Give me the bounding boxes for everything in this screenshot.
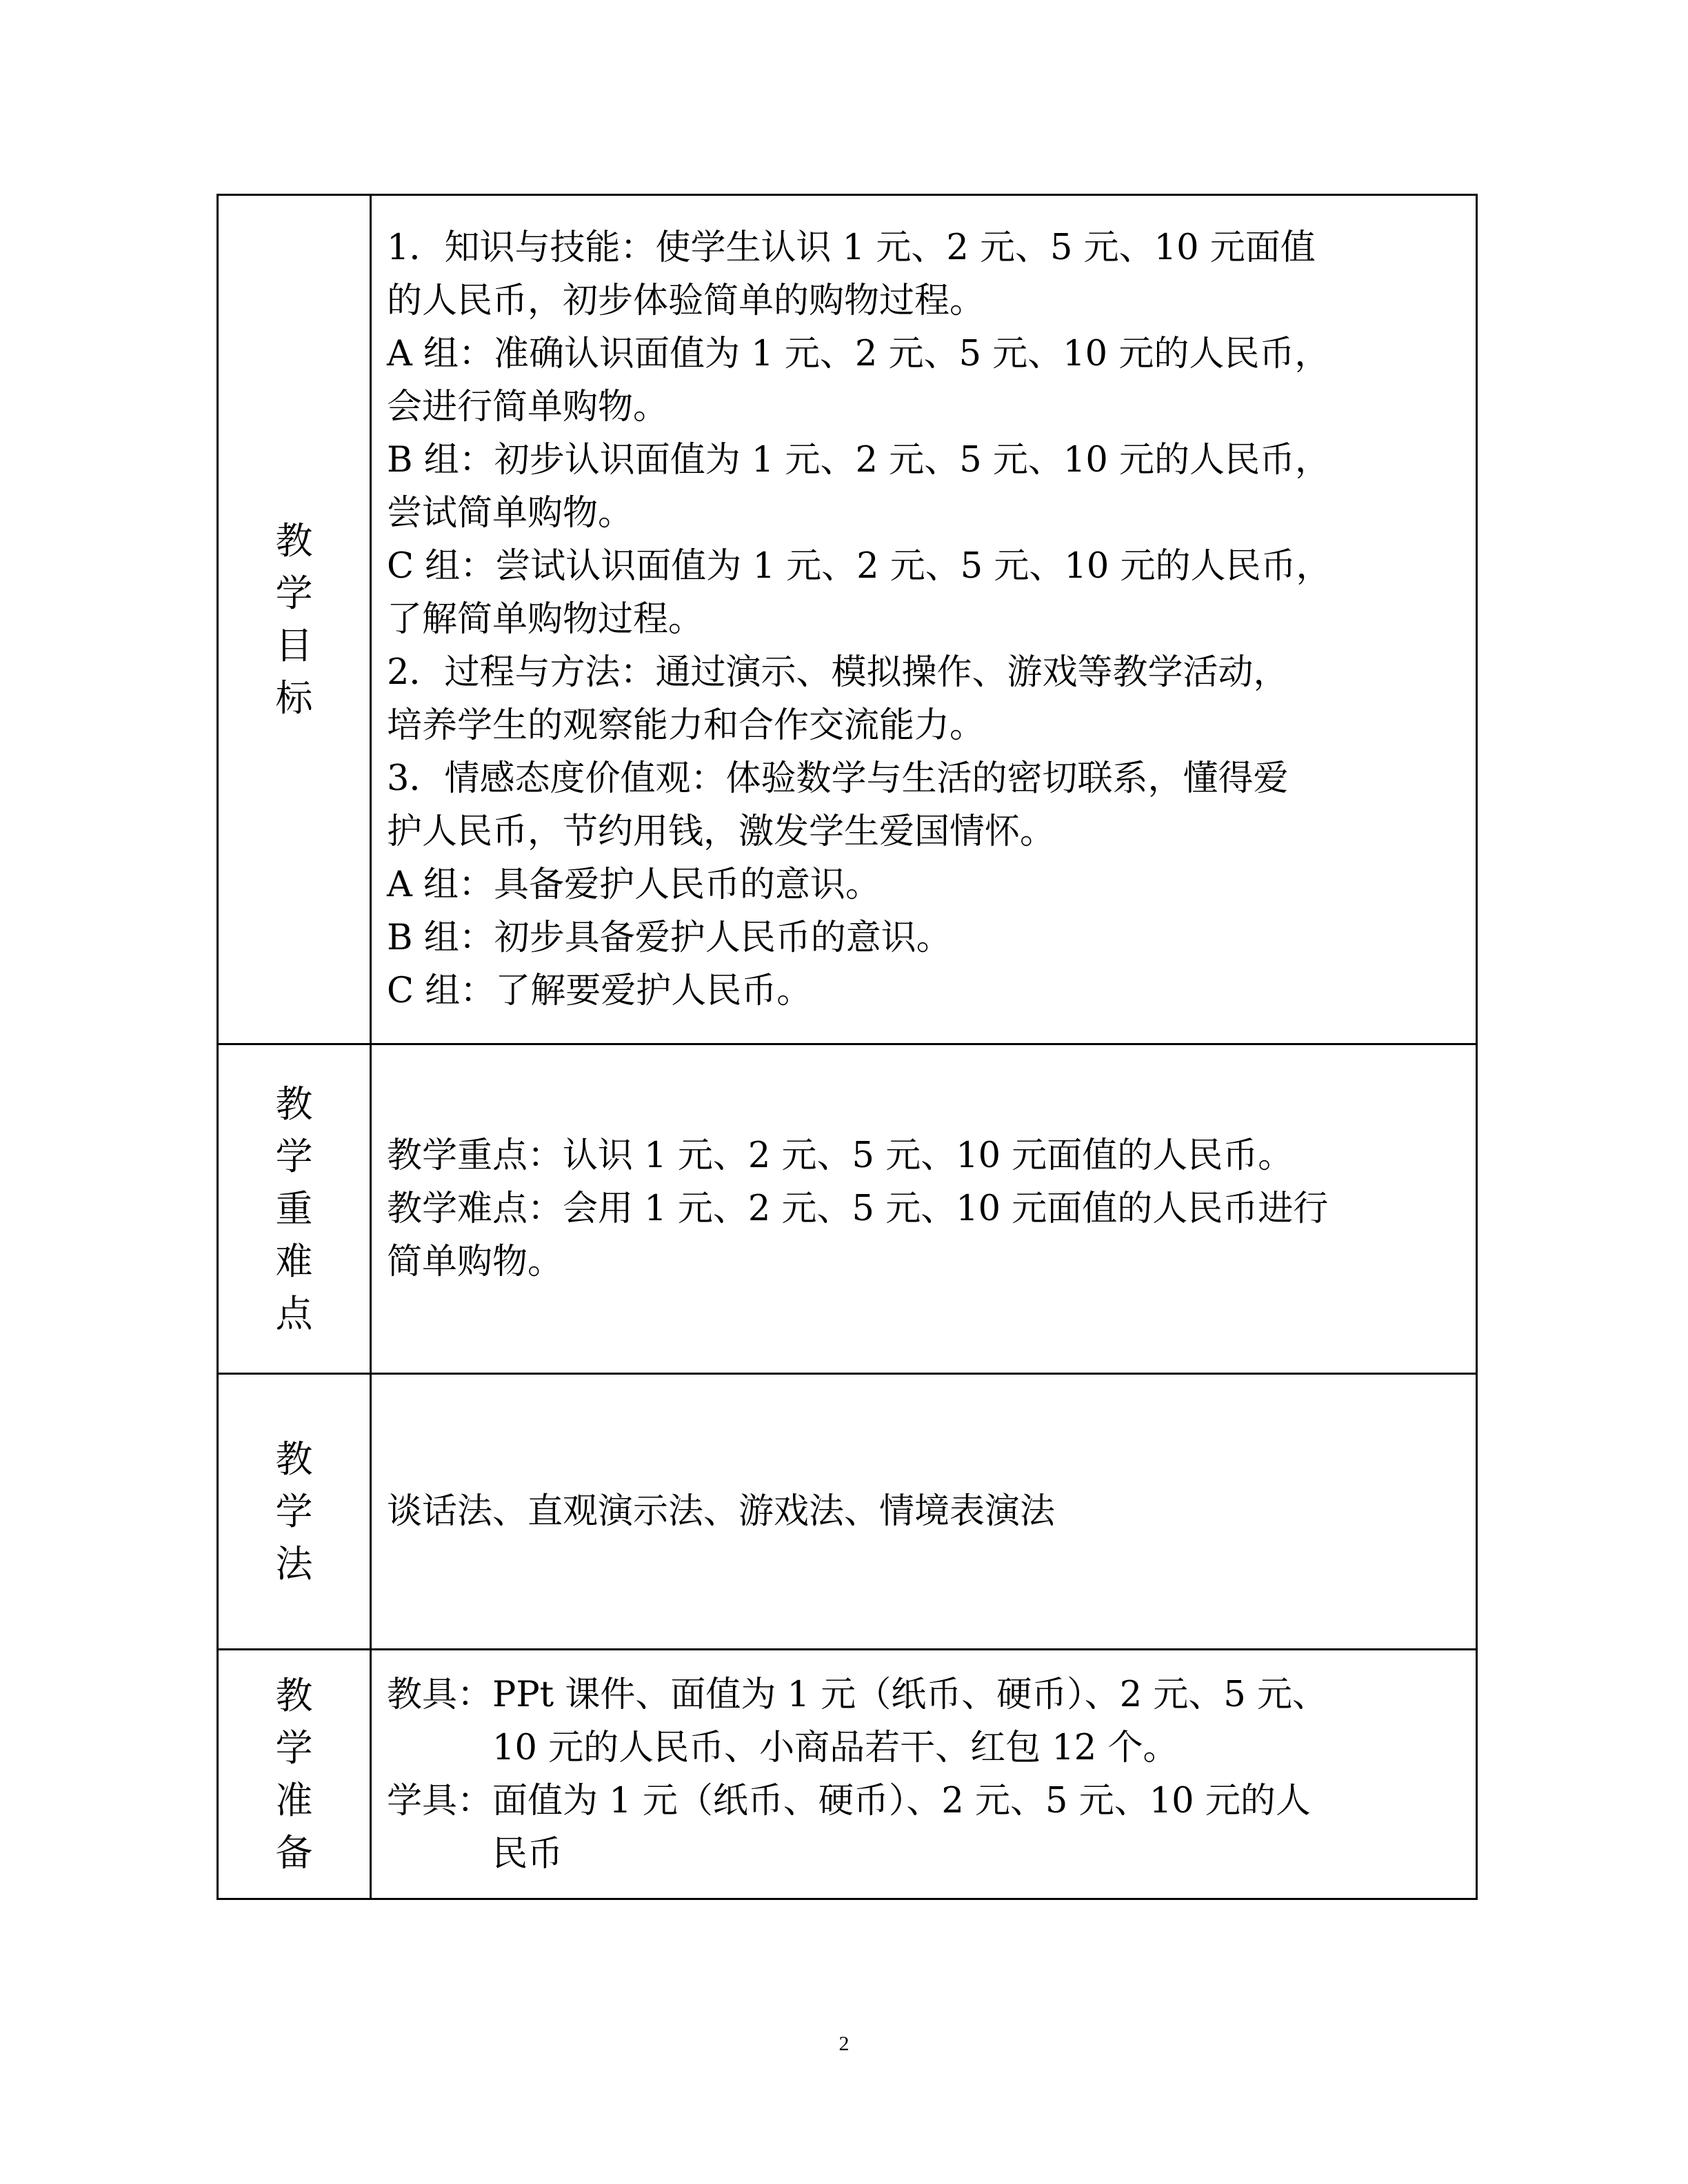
text-line: A 组：准确认识面值为 1 元、2 元、5 元、10 元的人民币，: [387, 334, 1330, 374]
text-line: 10 元的人民币、小商品若干、红包 12 个。: [492, 1727, 1178, 1768]
text-line: 会进行简单购物。: [387, 387, 669, 427]
label-char: 教: [275, 1673, 313, 1717]
text-line: 教学重点：认识 1 元、2 元、5 元、10 元面值的人民币。: [387, 1135, 1294, 1176]
text-line: 培养学生的观察能力和合作交流能力。: [387, 705, 985, 746]
label-char: 教: [275, 518, 313, 563]
row-label-teaching-methods: [218, 1374, 371, 1650]
row-content-teaching-goals: [371, 195, 1477, 1044]
text-line: B 组：初步认识面值为 1 元、2 元、5 元、10 元的人民币，: [387, 440, 1330, 481]
text-line: 2．过程与方法：通过演示、模拟操作、游戏等教学活动，: [387, 652, 1289, 693]
text-line: A 组：具备爱护人民币的意识。: [387, 865, 881, 905]
text-line: C 组：尝试认识面值为 1 元、2 元、5 元、10 元的人民币，: [387, 546, 1332, 587]
text-line: C 组：了解要爱护人民币。: [387, 971, 812, 1011]
text-line: 1．知识与技能：使学生认识 1 元、2 元、5 元、10 元面值: [387, 228, 1316, 268]
teaching-aids-item: [387, 1668, 1476, 1775]
text-line: 民币: [492, 1833, 563, 1874]
text-line: PPt 课件、面值为 1 元（纸币、硬币）、2 元、5 元、: [492, 1674, 1328, 1715]
lesson-plan-table: [217, 194, 1478, 1900]
label-char: 教: [275, 1437, 313, 1481]
label-char: 教: [275, 1082, 313, 1126]
label-char: 备: [275, 1830, 313, 1874]
table-row-teaching-goals: [218, 195, 1477, 1044]
table-row-teaching-methods: [218, 1374, 1477, 1650]
label-char: 学: [275, 1489, 313, 1533]
label-char: 学: [275, 571, 313, 615]
label-char: 法: [275, 1541, 313, 1586]
text-line: 谈话法、直观演示法、游戏法、情境表演法: [387, 1491, 1056, 1532]
label-char: 难: [275, 1239, 313, 1283]
row-content-teaching-methods: [371, 1374, 1477, 1650]
text-line: 护人民币，节约用钱，激发学生爱国情怀。: [387, 811, 1056, 852]
text-line: 3．情感态度价值观：体验数学与生活的密切联系，懂得爱: [387, 758, 1289, 799]
text-line: 面值为 1 元（纸币、硬币）、2 元、5 元、10 元的人: [492, 1780, 1311, 1821]
table-row-key-points: [218, 1044, 1477, 1374]
learning-aids-item: [387, 1775, 1476, 1881]
text-line: B 组：初步具备爱护人民币的意识。: [387, 918, 952, 958]
text-line: 尝试简单购物。: [387, 493, 634, 534]
label-char: 学: [275, 1134, 313, 1178]
row-content-key-points: [371, 1044, 1477, 1374]
table-row-teaching-preparation: [218, 1650, 1477, 1899]
learning-aids-label: 学具：: [387, 1780, 493, 1821]
label-char: 准: [275, 1778, 313, 1822]
page-number: 2: [838, 2032, 850, 2055]
text-line: 了解简单购物过程。: [387, 599, 704, 640]
row-label-key-points: [218, 1044, 371, 1374]
text-line: 教学难点：会用 1 元、2 元、5 元、10 元面值的人民币进行: [387, 1189, 1329, 1229]
label-char: 重: [275, 1186, 313, 1231]
text-line: 简单购物。: [387, 1242, 563, 1282]
label-char: 点: [275, 1291, 313, 1335]
text-line: 的人民币，初步体验简单的购物过程。: [387, 281, 985, 321]
teaching-aids-text: [492, 1668, 1476, 1775]
teaching-aids-label: 教具：: [387, 1674, 493, 1715]
row-label-teaching-goals: [218, 195, 371, 1044]
row-label-teaching-preparation: [218, 1650, 371, 1899]
learning-aids-text: [492, 1775, 1476, 1881]
label-char: 学: [275, 1726, 313, 1770]
label-char: 目: [275, 623, 313, 667]
label-char: 标: [275, 676, 313, 720]
row-content-teaching-preparation: [371, 1650, 1477, 1899]
